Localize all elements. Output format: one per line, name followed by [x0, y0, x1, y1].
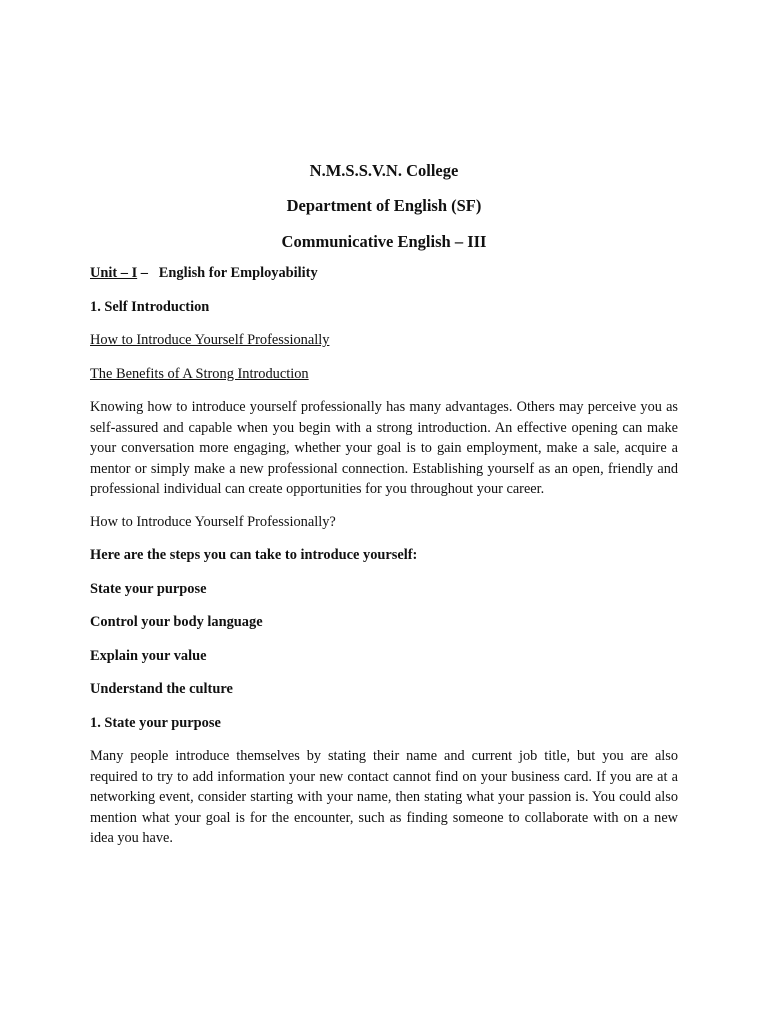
unit-title: English for Employability — [158, 265, 318, 281]
underlined-subheading-2: The Benefits of A Strong Introduction — [90, 365, 309, 382]
steps-intro: Here are the steps you can take to introduce yourself: — [90, 547, 418, 564]
unit-heading — [90, 263, 678, 283]
college-name: N.M.S.S.V.N. College — [309, 161, 459, 180]
department-title: Department of English (SF) — [286, 196, 482, 215]
step-item-value: Explain your value — [90, 647, 207, 664]
step-item-body-language: Control your body language — [90, 614, 263, 631]
section-heading-self-introduction: 1. Self Introduction — [90, 298, 210, 315]
question-line: How to Introduce Yourself Professionally? — [90, 513, 336, 530]
document-content — [90, 159, 678, 861]
step1-heading: 1. State your purpose — [90, 714, 221, 731]
step-item-purpose: State your purpose — [90, 580, 207, 597]
course-title: Communicative English – III — [281, 232, 487, 251]
benefits-paragraph: Knowing how to introduce yourself professionally has many advantages. Others may perceive you as self-assured and capable when you begin with a strong introduction. An effective opening can make your conversation more engaging, whether your goal is to gain employment, make a sale, acquire a mentor or simply make a new professional connection. Establishing yourself as an open, friendly and professional individual can create opportunities for you throughout your career. — [90, 399, 678, 498]
step1-paragraph: Many people introduce themselves by stating their name and current job title, but you are also required to try to add information your new contact cannot find on your business card. If you are at a networking event, consider starting with your name, then stating what your passion is. You could also mention what your goal is for the encounter, such as finding someone to collaborate with on a new idea you have. — [90, 747, 678, 847]
subheading-introduce-professionally — [90, 330, 678, 350]
subheading-benefits — [90, 364, 678, 384]
unit-separator: – — [137, 265, 159, 281]
underlined-subheading-1: How to Introduce Yourself Professionally — [90, 332, 330, 348]
step-item-culture: Understand the culture — [90, 681, 233, 698]
unit-prefix: Unit – I — [90, 265, 138, 281]
